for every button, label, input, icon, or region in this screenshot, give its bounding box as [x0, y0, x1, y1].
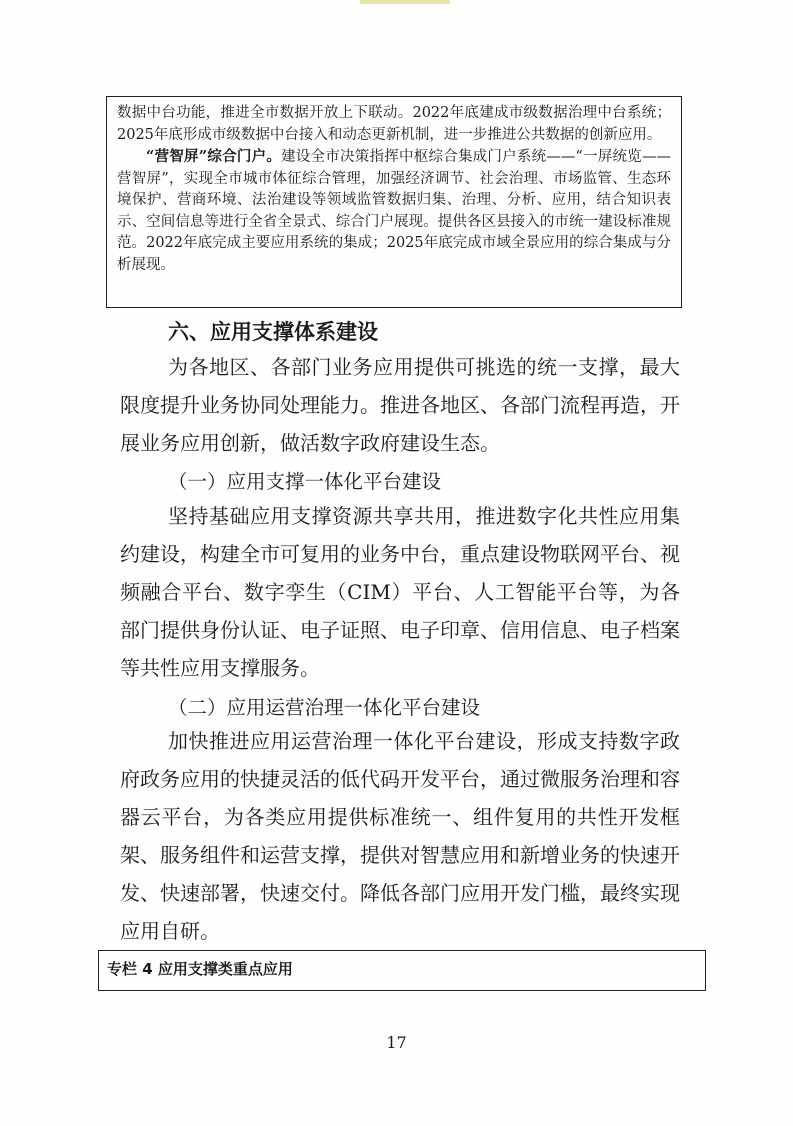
box-paragraph-data-platform: 数据中台功能，推进全市数据开放上下联动。2022年底建成市级数据治理中台系统；2025年底形成市级数据中台接入和动态更新机制，进一步推进公共数据的创新应用。 [117, 105, 671, 143]
intro-paragraph: 为各地区、各部门业务应用提供可挑选的统一支撑，最大限度提升业务协同处理能力。推进各地区、各部门流程再造，开展业务应用创新，做活数字政府建设生态。 [120, 355, 680, 455]
section-heading: 六、应用支撑体系建设 [168, 320, 378, 344]
box-paragraph-portal [117, 146, 671, 276]
box-paragraph-portal-title: “营智屏”综合门户。 [146, 148, 282, 165]
column-box-title: 专栏 4 应用支撑类重点应用 [98, 950, 706, 991]
subsection-heading-2: （二）应用运营治理一体化平台建设 [168, 696, 481, 719]
page-number: 17 [386, 1033, 407, 1052]
sidebar-box-data-center [106, 96, 682, 308]
subsection-body-1: 坚持基础应用支撑资源共享共用，推进数字化共性应用集约建设，构建全市可复用的业务中台，重点建设物联网平台、视频融合平台、数字孪生（CIM）平台、人工智能平台等，为各部门提供身份认证、电子证照、电子印章、信用信息、电子档案等共性应用支撑服务。 [120, 504, 680, 680]
box-paragraph-portal-body: 建设全市决策指挥中枢综合集成门户系统——“一屏统览——营智屏”，实现全市城市体征综合管理，加强经济调节、社会治理、市场监管、生态环境保护、营商环境、法治建设等领域监管数据归集、治理、分析、应用，结合知识表示、空间信息等进行全省全景式、综合门户展现。提供各区县接入的市统一建设标准规范。2022年底完成主要应用系统的集成；2025年底完成市域全景应用的综合集成与分析展现。 [117, 149, 671, 273]
subsection-body-2: 加快推进应用运营治理一体化平台建设，形成支持数字政府政务应用的快捷灵活的低代码开发平台，通过微服务治理和容器云平台，为各类应用提供标准统一、组件复用的共性开发框架、服务组件和运营支撑，提供对智慧应用和新增业务的快速开发、快速部署，快速交付。降低各部门应用开发门槛，最终实现应用自研。 [120, 729, 680, 943]
scan-mark [360, 0, 450, 4]
subsection-heading-1: （一）应用支撑一体化平台建设 [168, 470, 442, 493]
